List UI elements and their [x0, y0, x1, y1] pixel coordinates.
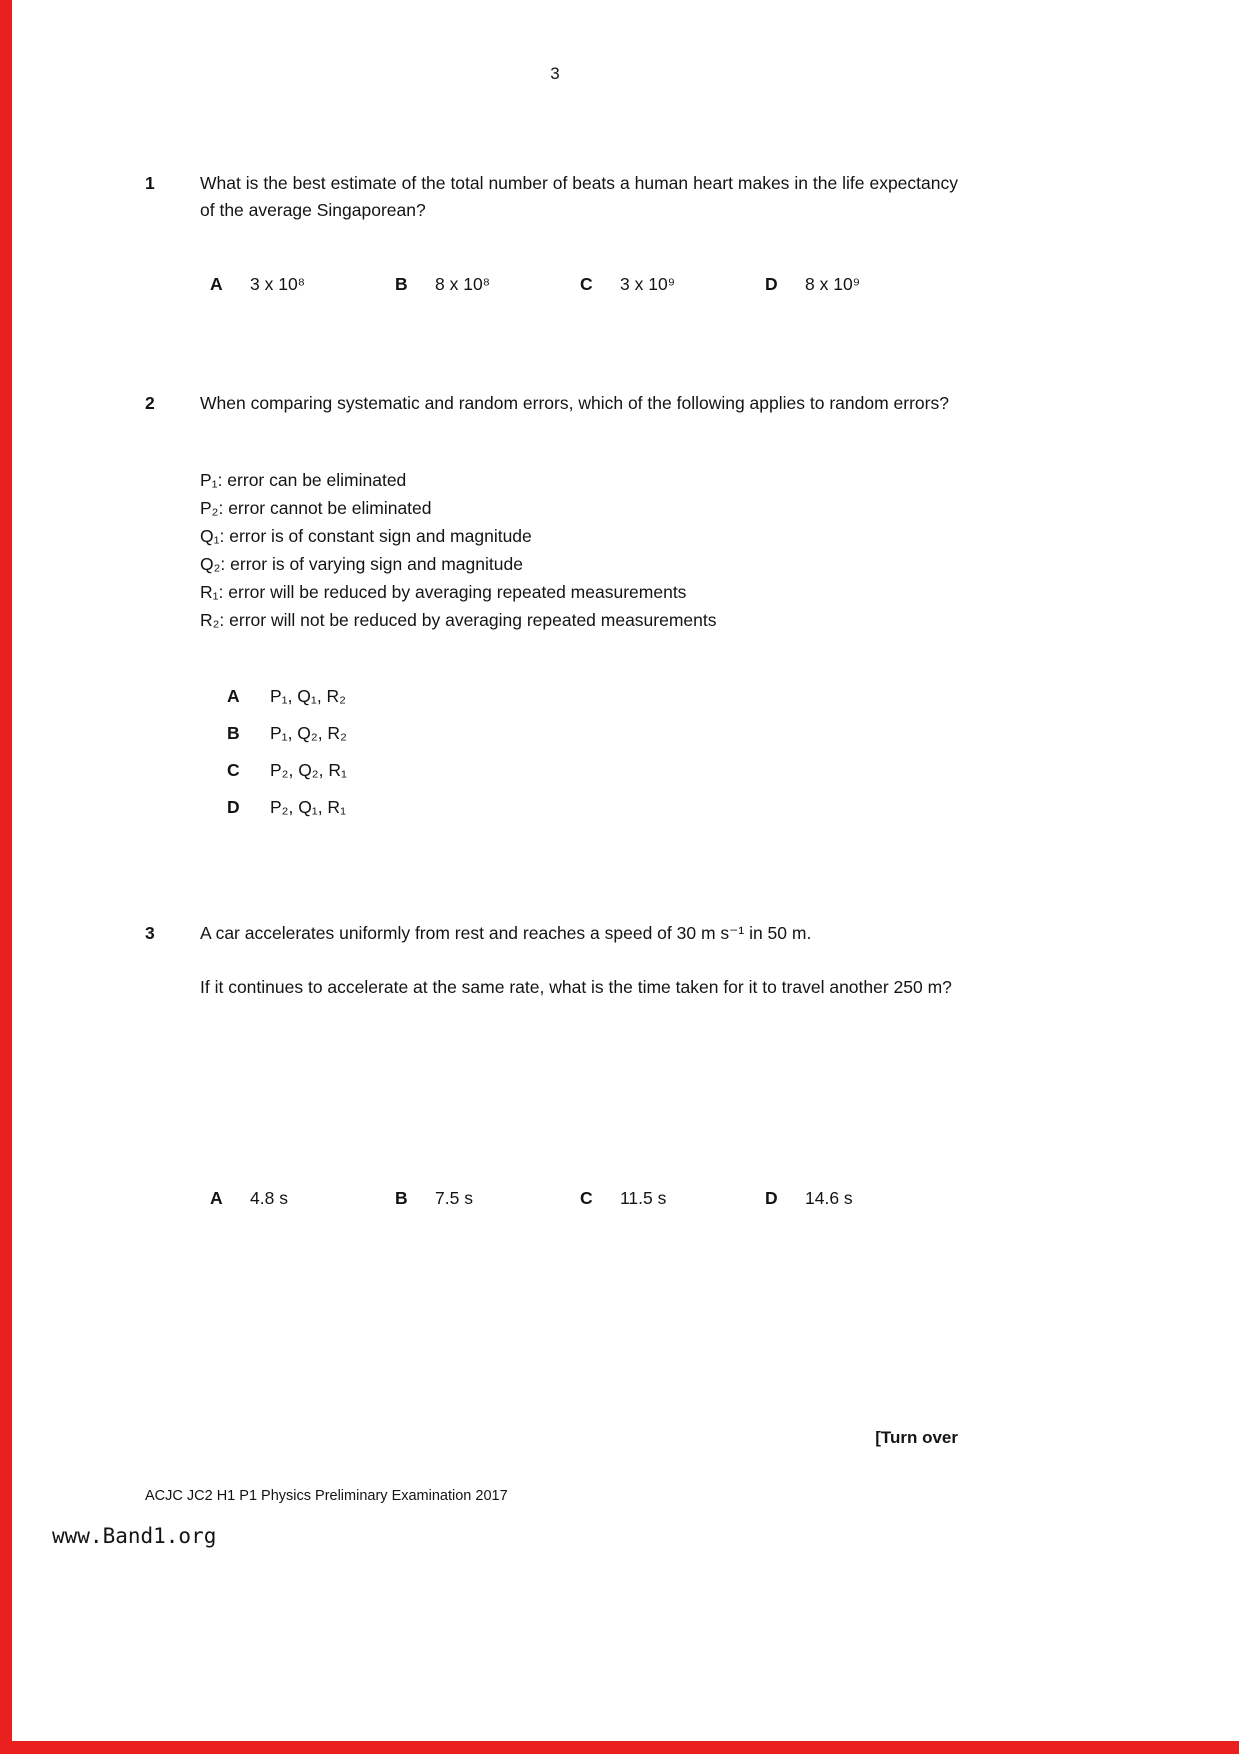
option-label: D: [765, 1188, 778, 1208]
page-number: 3: [550, 64, 560, 83]
question-3-options: [210, 1188, 950, 1209]
option-a: [210, 274, 395, 295]
question-3-text-2: If it continues to accelerate at the same rate, what is the time taken for it to travel another 250 m?: [200, 977, 952, 997]
option-d: [765, 1188, 950, 1209]
option-label: A: [227, 686, 240, 706]
option-label: B: [227, 723, 240, 743]
option-c: [227, 760, 347, 797]
question-2-text: When comparing systematic and random errors, which of the following applies to random errors?: [200, 393, 949, 413]
statement-q2: Q₂: error is of varying sign and magnitude: [200, 554, 523, 574]
option-label: D: [227, 797, 240, 817]
statement-p2: P₂: error cannot be eliminated: [200, 498, 432, 518]
option-value: 3 x 10⁹: [620, 274, 676, 294]
option-b: [395, 274, 580, 295]
question-3: [145, 920, 958, 947]
option-a: [210, 1188, 395, 1209]
question-2: [145, 390, 958, 417]
left-red-border: [0, 0, 12, 1754]
option-label: B: [395, 1188, 408, 1208]
statement-r1: R₁: error will be reduced by averaging repeated measurements: [200, 582, 687, 602]
option-label: C: [227, 760, 240, 780]
option-value: P₂, Q₂, R₁: [270, 760, 347, 780]
option-value: 14.6 s: [805, 1188, 853, 1208]
option-value: 3 x 10⁸: [250, 274, 306, 294]
option-value: P₁, Q₁, R₂: [270, 686, 346, 706]
option-value: 11.5 s: [620, 1188, 667, 1208]
option-b: [395, 1188, 580, 1209]
option-value: 8 x 10⁸: [435, 274, 491, 294]
question-3-number: 3: [145, 923, 155, 943]
question-1-text: What is the best estimate of the total number of beats a human heart makes in the life expectancy of the average Singaporean?: [200, 173, 958, 220]
bottom-red-border: [0, 1741, 1239, 1754]
option-value: P₁, Q₂, R₂: [270, 723, 347, 743]
option-label: D: [765, 274, 778, 294]
option-d: [227, 797, 347, 834]
option-value: 4.8 s: [250, 1188, 288, 1208]
option-value: P₂, Q₁, R₁: [270, 797, 346, 817]
watermark-url: www.Band1.org: [52, 1524, 217, 1548]
question-2-statements: [200, 466, 717, 634]
question-2-options: [227, 686, 347, 834]
statement-r2: R₂: error will not be reduced by averaging repeated measurements: [200, 610, 717, 630]
option-label: C: [580, 1188, 593, 1208]
option-label: B: [395, 274, 408, 294]
question-1-options: [210, 274, 950, 295]
question-1-number: 1: [145, 173, 155, 193]
option-c: [580, 274, 765, 295]
option-label: A: [210, 1188, 223, 1208]
option-c: [580, 1188, 765, 1209]
option-value: 8 x 10⁹: [805, 274, 861, 294]
option-label: A: [210, 274, 223, 294]
statement-q1: Q₁: error is of constant sign and magnitude: [200, 526, 532, 546]
exam-footer-title: ACJC JC2 H1 P1 Physics Preliminary Examination 2017: [145, 1488, 508, 1504]
option-b: [227, 723, 347, 760]
statement-p1: P₁: error can be eliminated: [200, 470, 407, 490]
option-a: [227, 686, 347, 723]
turn-over-label: [Turn over: [875, 1428, 958, 1447]
option-label: C: [580, 274, 593, 294]
option-d: [765, 274, 950, 295]
question-3-text: A car accelerates uniformly from rest and reaches a speed of 30 m s⁻¹ in 50 m.: [200, 923, 812, 943]
question-1: [145, 170, 958, 224]
question-2-number: 2: [145, 393, 155, 413]
option-value: 7.5 s: [435, 1188, 473, 1208]
